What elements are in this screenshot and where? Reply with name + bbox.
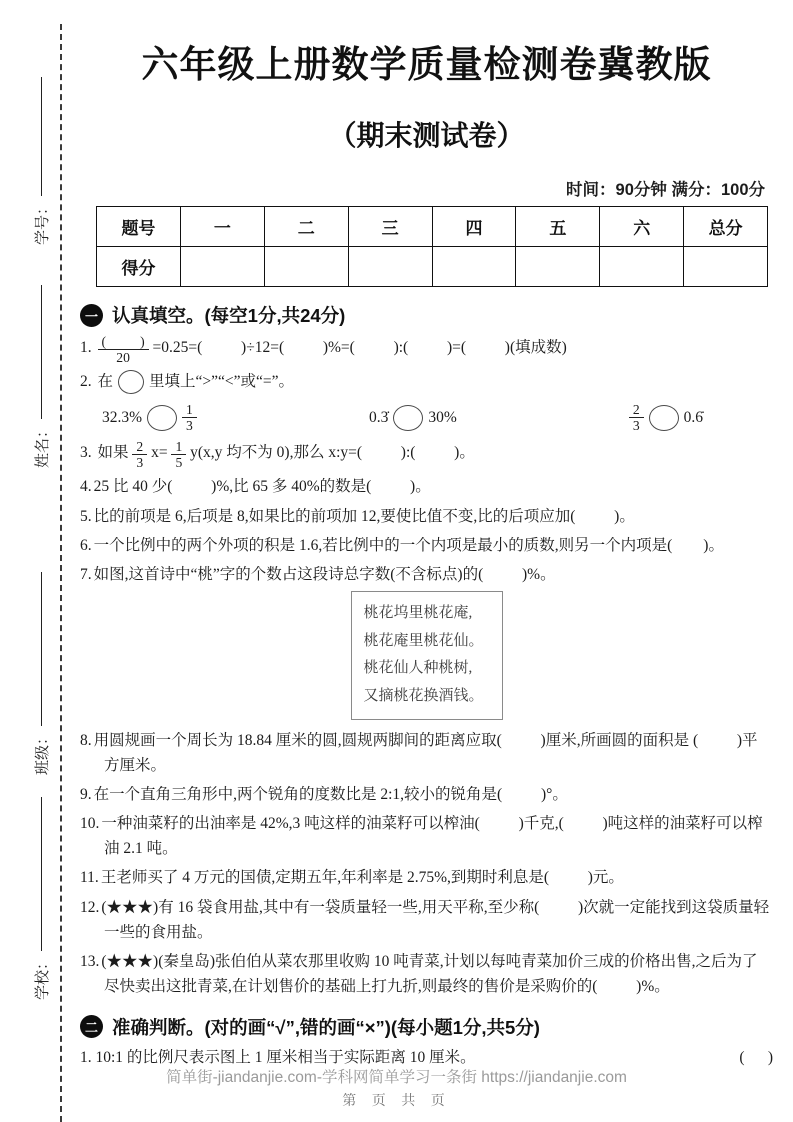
comparison-item [629,402,703,433]
poem-figure [351,591,503,720]
question-text: 一种油菜籽的出油率是 42%,3 吨这样的油菜籽可以榨油( )千克,( )吨这样的油菜籽可以榨油 2.1 吨。 [101,815,763,858]
question-text: 如果 [97,444,129,462]
question-number: 5. [80,507,92,525]
fraction-denominator: 3 [136,455,144,471]
score-table-empty-cell [348,247,432,287]
question-number: 11. [80,869,99,887]
question-text: (★★★)(秦皇岛)张伯伯从菜农那里收购 10 吨青菜,计划以每吨青菜加价三成的价格出售,之后为了尽快卖出这批青菜,在计划售价的基础上打九折,则最终的售价是采购价的( )%。 [101,952,758,995]
school-field [30,795,52,1000]
school-blank-line [41,797,42,951]
score-table-empty-cell [264,247,348,287]
question-2-comparisons [80,402,773,433]
question-8 [80,728,773,778]
fraction-numerator: 1 [171,439,186,455]
question-text: =0.25=( )÷12=( )%=( ):( )=( )(填成数) [152,338,567,356]
school-label: 学校： [34,954,51,1000]
question-text: 1. 10:1 的比例尺表示图上 1 厘米相当于实际距离 10 厘米。 [80,1048,476,1066]
section1-title: 认真填空。(每空1分,共24分) [112,305,346,326]
section2-number-icon: 二 [80,1015,103,1038]
question-1 [80,334,773,365]
name-blank-line [41,285,42,419]
fraction [98,334,149,365]
fraction-denominator: 5 [175,455,183,471]
question-text: 在 [97,373,114,390]
score-table-cell: 三 [348,207,432,247]
fraction-numerator: ( ) [98,334,149,350]
fraction-numerator: 1 [182,402,197,418]
score-table-empty-cell [684,247,768,287]
answer-circle [649,405,679,431]
student-id-blank-line [41,77,42,196]
question-text: 比的前项是 6,后项是 8,如果比的前项加 12,要使比值不变,比的后项应加( )。 [93,507,635,525]
question-number: 12. [80,898,100,916]
poem-line: 桃花仙人种桃树, [363,660,473,677]
score-table-cell: 总分 [684,207,768,247]
student-id-field [30,75,52,245]
name-label: 姓名： [34,422,51,468]
name-field [30,283,52,468]
fraction [171,439,186,470]
question-2 [80,369,773,394]
score-table-header-row [97,207,768,247]
score-table-cell: 四 [432,207,516,247]
page-subtitle: （期末测试卷） [328,120,525,151]
question-13 [80,949,773,999]
question-text: 一个比例中的两个外项的积是 1.6,若比例中的一个内项是最小的质数,则另一个内项是( )。 [93,536,724,554]
score-table-cell: 题号 [97,207,181,247]
question-number: 7. [80,565,92,583]
question-5 [80,504,773,529]
question-7 [80,562,773,587]
section2-heading [80,1014,773,1040]
question-text: y(x,y 均不为 0),那么 x:y=( ):( )。 [190,444,475,462]
score-table-empty-cell [516,247,600,287]
score-table-cell: 二 [264,207,348,247]
class-blank-line [41,572,42,726]
score-table-empty-cell [180,247,264,287]
dashed-cut-line [60,24,62,1122]
poem-line: 又摘桃花换酒钱。 [363,688,484,705]
page-number-line: 第 页 共 页 [342,1094,451,1109]
question-text: (★★★)有 16 袋食用盐,其中有一袋质量轻一些,用天平称,至少称( )次就一定能找到这袋质量轻一些的食用盐。 [101,898,770,941]
fraction-numerator: 2 [132,439,147,455]
comparison-right: 0.6̇ [683,408,703,426]
question-text: 在一个直角三角形中,两个锐角的度数比是 2:1,较小的锐角是( )°。 [93,786,568,804]
question-number: 1. [80,338,92,356]
question-12 [80,895,773,945]
comparison-right: 30% [428,408,457,426]
fraction [132,439,147,470]
comparison-left: 0.3̇ [368,408,389,426]
fraction [182,402,197,433]
section1-number-icon: 一 [80,304,103,327]
question-6 [80,533,773,558]
question-number: 10. [80,815,100,833]
score-table-cell: 一 [180,207,264,247]
poem-line: 桃花坞里桃花庵, [363,604,473,621]
question-text: 如图,这首诗中“桃”字的个数占这段诗总字数(不含标点)的( )%。 [93,565,556,583]
question-number: 3. [80,444,92,462]
question-number: 13. [80,952,100,970]
question-number: 6. [80,536,92,554]
page-title: 六年级上册数学质量检测卷冀教版 [141,44,712,85]
poem-line: 桃花庵里桃花仙。 [363,632,484,649]
question-9 [80,782,773,807]
question-number: 4. [80,478,92,496]
fraction [629,402,644,433]
question-11 [80,865,773,890]
student-id-label: 学号： [34,199,51,245]
answer-circle [147,405,177,431]
question-number: 8. [80,731,92,749]
score-table-cell: 五 [516,207,600,247]
question-text: 用圆规画一个周长为 18.84 厘米的圆,圆规两脚间的距离应取( )厘米,所画圆的面积是 ( )平方厘米。 [93,731,758,774]
answer-blank: ( ) [739,1048,773,1066]
comparison-item [369,405,457,431]
score-table-score-row [97,247,768,287]
question-3 [80,439,773,470]
question-text: 里填上“>”“<”或“=”。 [149,373,295,390]
class-label: 班级： [34,729,51,775]
score-table [96,206,768,287]
fraction-denominator: 3 [186,418,193,434]
question-10 [80,811,773,861]
answer-circle [118,370,144,394]
score-table-empty-cell [432,247,516,287]
comparison-left: 32.3% [102,408,143,426]
page-footer [0,1065,793,1110]
question-number: 9. [80,786,92,804]
comparison-item [102,402,197,433]
question-number: 2. [80,373,92,390]
question-4 [80,474,773,499]
question-text: x= [151,444,168,462]
time-score-meta: 时间：90分钟 满分：100分 [566,181,765,199]
question-text: 25 比 40 少( )%,比 65 多 40%的数是( )。 [93,478,431,496]
fraction-denominator: 20 [116,350,130,365]
question-text: 王老师买了 4 万元的国债,定期五年,年利率是 2.75%,到期时利息是( )元。 [100,869,624,887]
section2-title: 准确判断。(对的画“√”,错的画“×”)(每小题1分,共5分) [112,1016,540,1038]
section1-heading [80,302,773,328]
class-field [30,570,52,775]
fraction-denominator: 3 [632,418,640,434]
answer-circle [393,405,423,431]
score-table-cell: 得分 [97,247,181,287]
score-table-cell: 六 [600,207,684,247]
score-table-empty-cell [600,247,684,287]
footer-watermark: 简单街-jiandanjie.com-学科网简单学习一条街 https://jiandanjie.com [166,1069,627,1086]
fraction-numerator: 2 [629,402,644,418]
